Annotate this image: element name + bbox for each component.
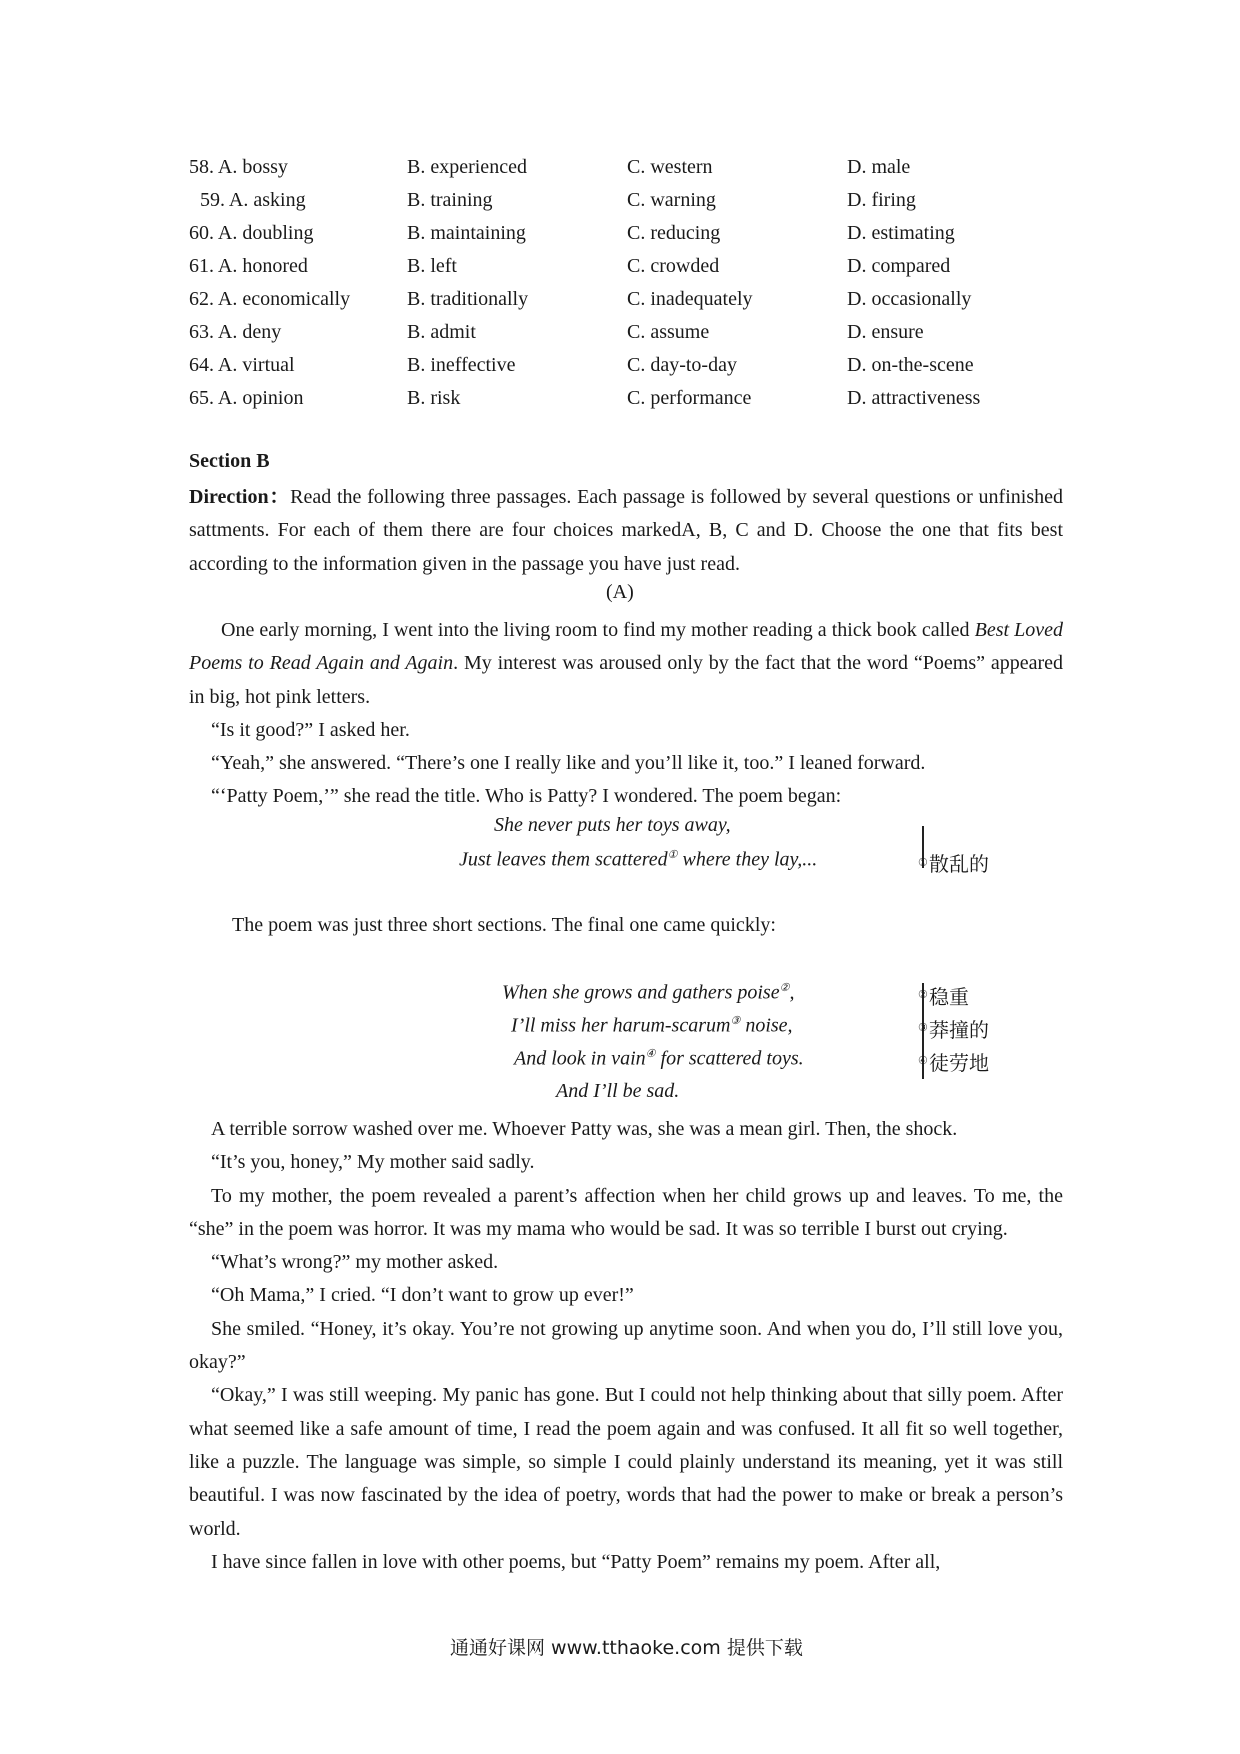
section-title: Section B [189,450,270,472]
paragraph-11: She smiled. “Honey, it’s okay. You’re not growing up anytime soon. And when you do, I’ll still love you, okay?” [189,1317,1063,1374]
poem1-line1: She never puts her toys away, [494,814,731,836]
q61-b: B. left [407,255,457,277]
q65-d: D. attractiveness [847,387,981,409]
gloss-4: 徒劳地 [929,1051,989,1075]
q64-c: C. day-to-day [627,354,737,376]
paragraph-2: “Is it good?” I asked her. [211,718,410,741]
passage-upper [189,614,1063,814]
q58-c: C. western [627,156,713,178]
q63-c: C. assume [627,321,710,343]
q60-c: C. reducing [627,222,721,244]
q62-c: C. inadequately [627,288,753,310]
book-title: Best Loved Poems to Read Again and Again [189,619,1063,675]
passage-label: (A) [606,581,634,603]
q63-a: 63. A. deny [189,321,282,343]
q62-b: B. traditionally [407,288,529,310]
q65-b: B. risk [407,387,461,409]
gloss-3-num: ③ [918,1022,928,1034]
paragraph-5: The poem was just three short sections. The final one came quickly: [232,914,776,936]
page-footer: 通通好课网 www.tthaoke.com 提供下载 [450,1637,803,1659]
gloss-1: 散乱的 [929,852,989,876]
paragraph-1: One early morning, I went into the living room to find my mother reading a thick book called Best Loved Poems to Read Again and Again. My interest was aroused only by the fact that the word “Poems” appeared in big, hot pink letters. [189,619,1064,708]
q59-d: D. firing [847,189,916,211]
q64-d: D. on-the-scene [847,354,974,376]
q62-a: 62. A. economically [189,288,351,310]
q60-b: B. maintaining [407,222,526,244]
poem2-line4: And I’ll be sad. [556,1080,680,1102]
poem2-line1: When she grows and gathers poise②, [502,981,795,1004]
q60-d: D. estimating [847,222,955,244]
q64-a: 64. A. virtual [189,354,295,376]
paragraph-13: I have since fallen in love with other poems, but “Patty Poem” remains my poem. After all, [211,1550,941,1573]
q65-c: C. performance [627,387,752,409]
paragraph-12: “Okay,” I was still weeping. My panic has gone. But I could not help thinking about that silly poem. After what seemed like a safe amount of time, I read the poem again and was confused. It all fit so well together, like a puzzle. The language was simple, so simple I could plainly understand its meaning, yet it was still beautiful. I was now fascinated by the idea of poetry, words that had the power to make or break a person’s world. [189,1384,1063,1540]
paragraph-9: “What’s wrong?” my mother asked. [211,1251,499,1274]
q59-b: B. training [407,189,493,211]
paragraph-8: To my mother, the poem revealed a parent’s affection when her child grows up and leaves. To me, the “she” in the poem was horror. It was my mama who would be sad. It was so terrible I burst out crying. [189,1184,1063,1240]
gloss-2: 稳重 [929,985,969,1009]
q59-c: C. warning [627,189,716,211]
q61-d: D. compared [847,255,951,277]
paragraph-10: “Oh Mama,” I cried. “I don’t want to grow up ever!” [211,1284,634,1307]
direction-text: Read the following three passages. Each passage is followed by several questions or unfinished sattments. For each of them there are four choices markedA, B, C and D. Choose the one that fits best according to the information given in the passage you have just read. [189,486,1063,575]
gloss-4-num: ④ [918,1055,928,1067]
q59-a: 59. A. asking [200,189,306,211]
paragraph-3: “Yeah,” she answered. “There’s one I really like and you’ll like it, too.” I leaned forward. [211,752,926,775]
poem2-line2: I’ll miss her harum-scarum③ noise, [511,1014,793,1037]
gloss-3: 莽撞的 [929,1018,989,1042]
q62-d: D. occasionally [847,288,972,310]
direction-label: Direction： [189,486,291,508]
q58-b: B. experienced [407,156,527,178]
q65-a: 65. A. opinion [189,387,304,409]
poem1-line2: Just leaves them scattered① where they lay,... [459,848,818,871]
q58-d: D. male [847,156,911,178]
q63-b: B. admit [407,321,476,343]
paragraph-6: A terrible sorrow washed over me. Whoever Patty was, she was a mean girl. Then, the shock. [211,1118,958,1140]
q61-a: 61. A. honored [189,255,308,277]
q61-c: C. crowded [627,255,720,277]
q63-d: D. ensure [847,321,924,343]
q64-b: B. ineffective [407,354,516,376]
q60-a: 60. A. doubling [189,222,314,244]
direction [189,481,1063,581]
gloss-2-num: ② [918,989,928,1001]
passage-lower [189,1113,1063,1579]
paragraph-7: “It’s you, honey,” My mother said sadly. [211,1151,535,1174]
poem2-line3: And look in vain④ for scattered toys. [514,1047,804,1070]
paragraph-4: “‘Patty Poem,’” she read the title. Who is Patty? I wondered. The poem began: [211,785,842,808]
q58-a: 58. A. bossy [189,156,288,178]
gloss-1-num: ① [918,857,928,869]
